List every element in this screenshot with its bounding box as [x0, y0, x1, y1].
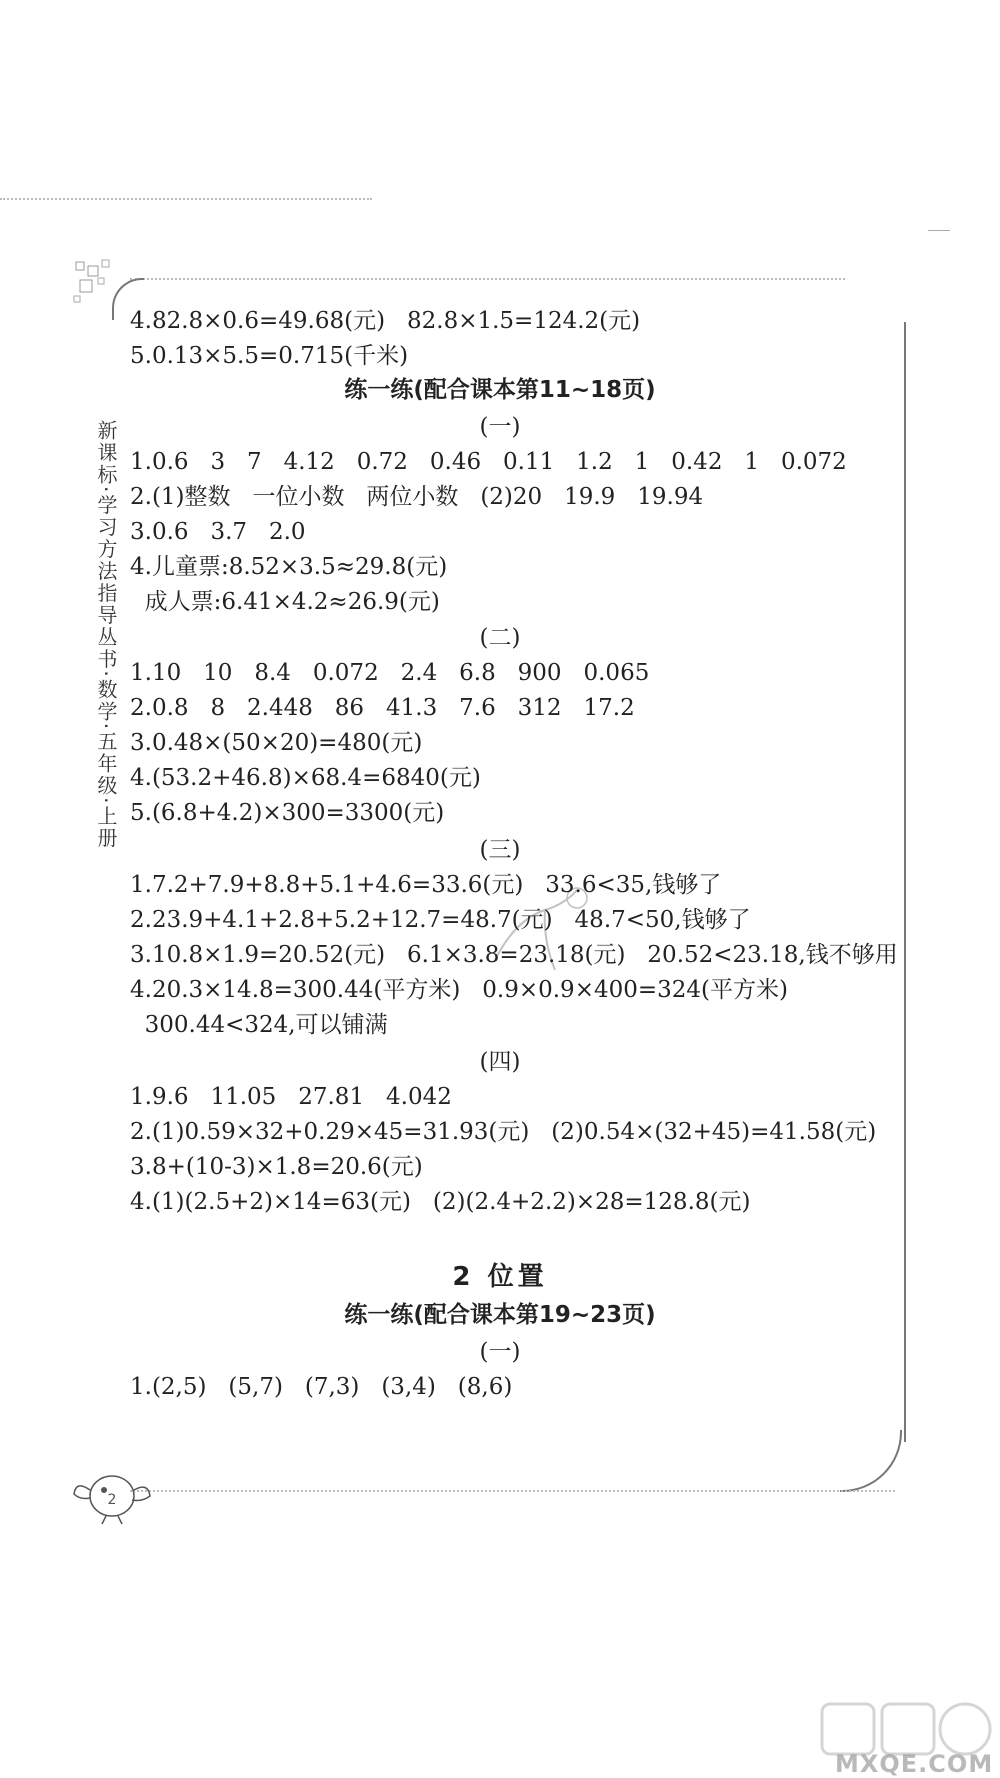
- answer-line: 成人票:6.41×4.2≈26.9(元): [130, 589, 440, 615]
- series-title-sidebar: 新课标·学习方法指导丛书·数学·五年级·上册: [94, 420, 118, 850]
- answer-line: 300.44<324,可以铺满: [130, 1012, 388, 1038]
- answer-line: 4.20.3×14.8=300.44(平方米) 0.9×0.9×400=324(平方米): [130, 977, 788, 1003]
- watermark-text: MXQE.COM: [835, 1750, 994, 1778]
- answer-line: 2.(1)0.59×32+0.29×45=31.93(元) (2)0.54×(32+45)=41.58(元): [130, 1119, 877, 1145]
- page-number: 2: [107, 1492, 117, 1508]
- answer-line: 1.10 10 8.4 0.072 2.4 6.8 900 0.065: [130, 660, 650, 686]
- answer-line: 3.8+(10-3)×1.8=20.6(元): [130, 1154, 423, 1180]
- part-label: (三): [479, 837, 521, 863]
- part-label: (四): [479, 1049, 521, 1075]
- part-label: (一): [479, 1339, 521, 1365]
- answer-line: 3.0.6 3.7 2.0: [130, 519, 306, 545]
- section-heading: 练一练(配合课本第19~23页): [344, 1302, 656, 1328]
- chapter-title: 2 位置: [452, 1262, 548, 1292]
- answer-line: 1.7.2+7.9+8.8+5.1+4.6=33.6(元) 33.6<35,钱够了: [130, 872, 722, 898]
- answer-line: 4.82.8×0.6=49.68(元) 82.8×1.5=124.2(元): [130, 308, 641, 334]
- answer-line: 1.(2,5) (5,7) (7,3) (3,4) (8,6): [130, 1374, 513, 1400]
- answer-line: 4.(1)(2.5+2)×14=63(元) (2)(2.4+2.2)×28=128.8(元): [130, 1189, 751, 1215]
- answer-line: 1.0.6 3 7 4.12 0.72 0.46 0.11 1.2 1 0.42 1 0.072: [130, 449, 847, 475]
- answer-line: 3.0.48×(50×20)=480(元): [130, 730, 423, 756]
- part-label: (二): [479, 625, 521, 651]
- answer-line: 2.0.8 8 2.448 86 41.3 7.6 312 17.2: [130, 695, 635, 721]
- answer-line: 5.0.13×5.5=0.715(千米): [130, 343, 409, 369]
- answer-line: 4.(53.2+46.8)×68.4=6840(元): [130, 765, 481, 791]
- answer-line: 2.23.9+4.1+2.8+5.2+12.7=48.7(元) 48.7<50,钱够了: [130, 907, 751, 933]
- answer-line: 5.(6.8+4.2)×300=3300(元): [130, 800, 445, 826]
- answer-line: 1.9.6 11.05 27.81 4.042: [130, 1084, 452, 1110]
- answer-line: 2.(1)整数 一位小数 两位小数 (2)20 19.9 19.94: [130, 484, 704, 510]
- section-heading: 练一练(配合课本第11~18页): [344, 377, 656, 403]
- answer-line: 3.10.8×1.9=20.52(元) 6.1×3.8=23.18(元) 20.52<23.18,钱不够用: [130, 942, 898, 968]
- part-label: (一): [479, 414, 521, 440]
- answer-line: 4.儿童票:8.52×3.5≈29.8(元): [130, 554, 448, 580]
